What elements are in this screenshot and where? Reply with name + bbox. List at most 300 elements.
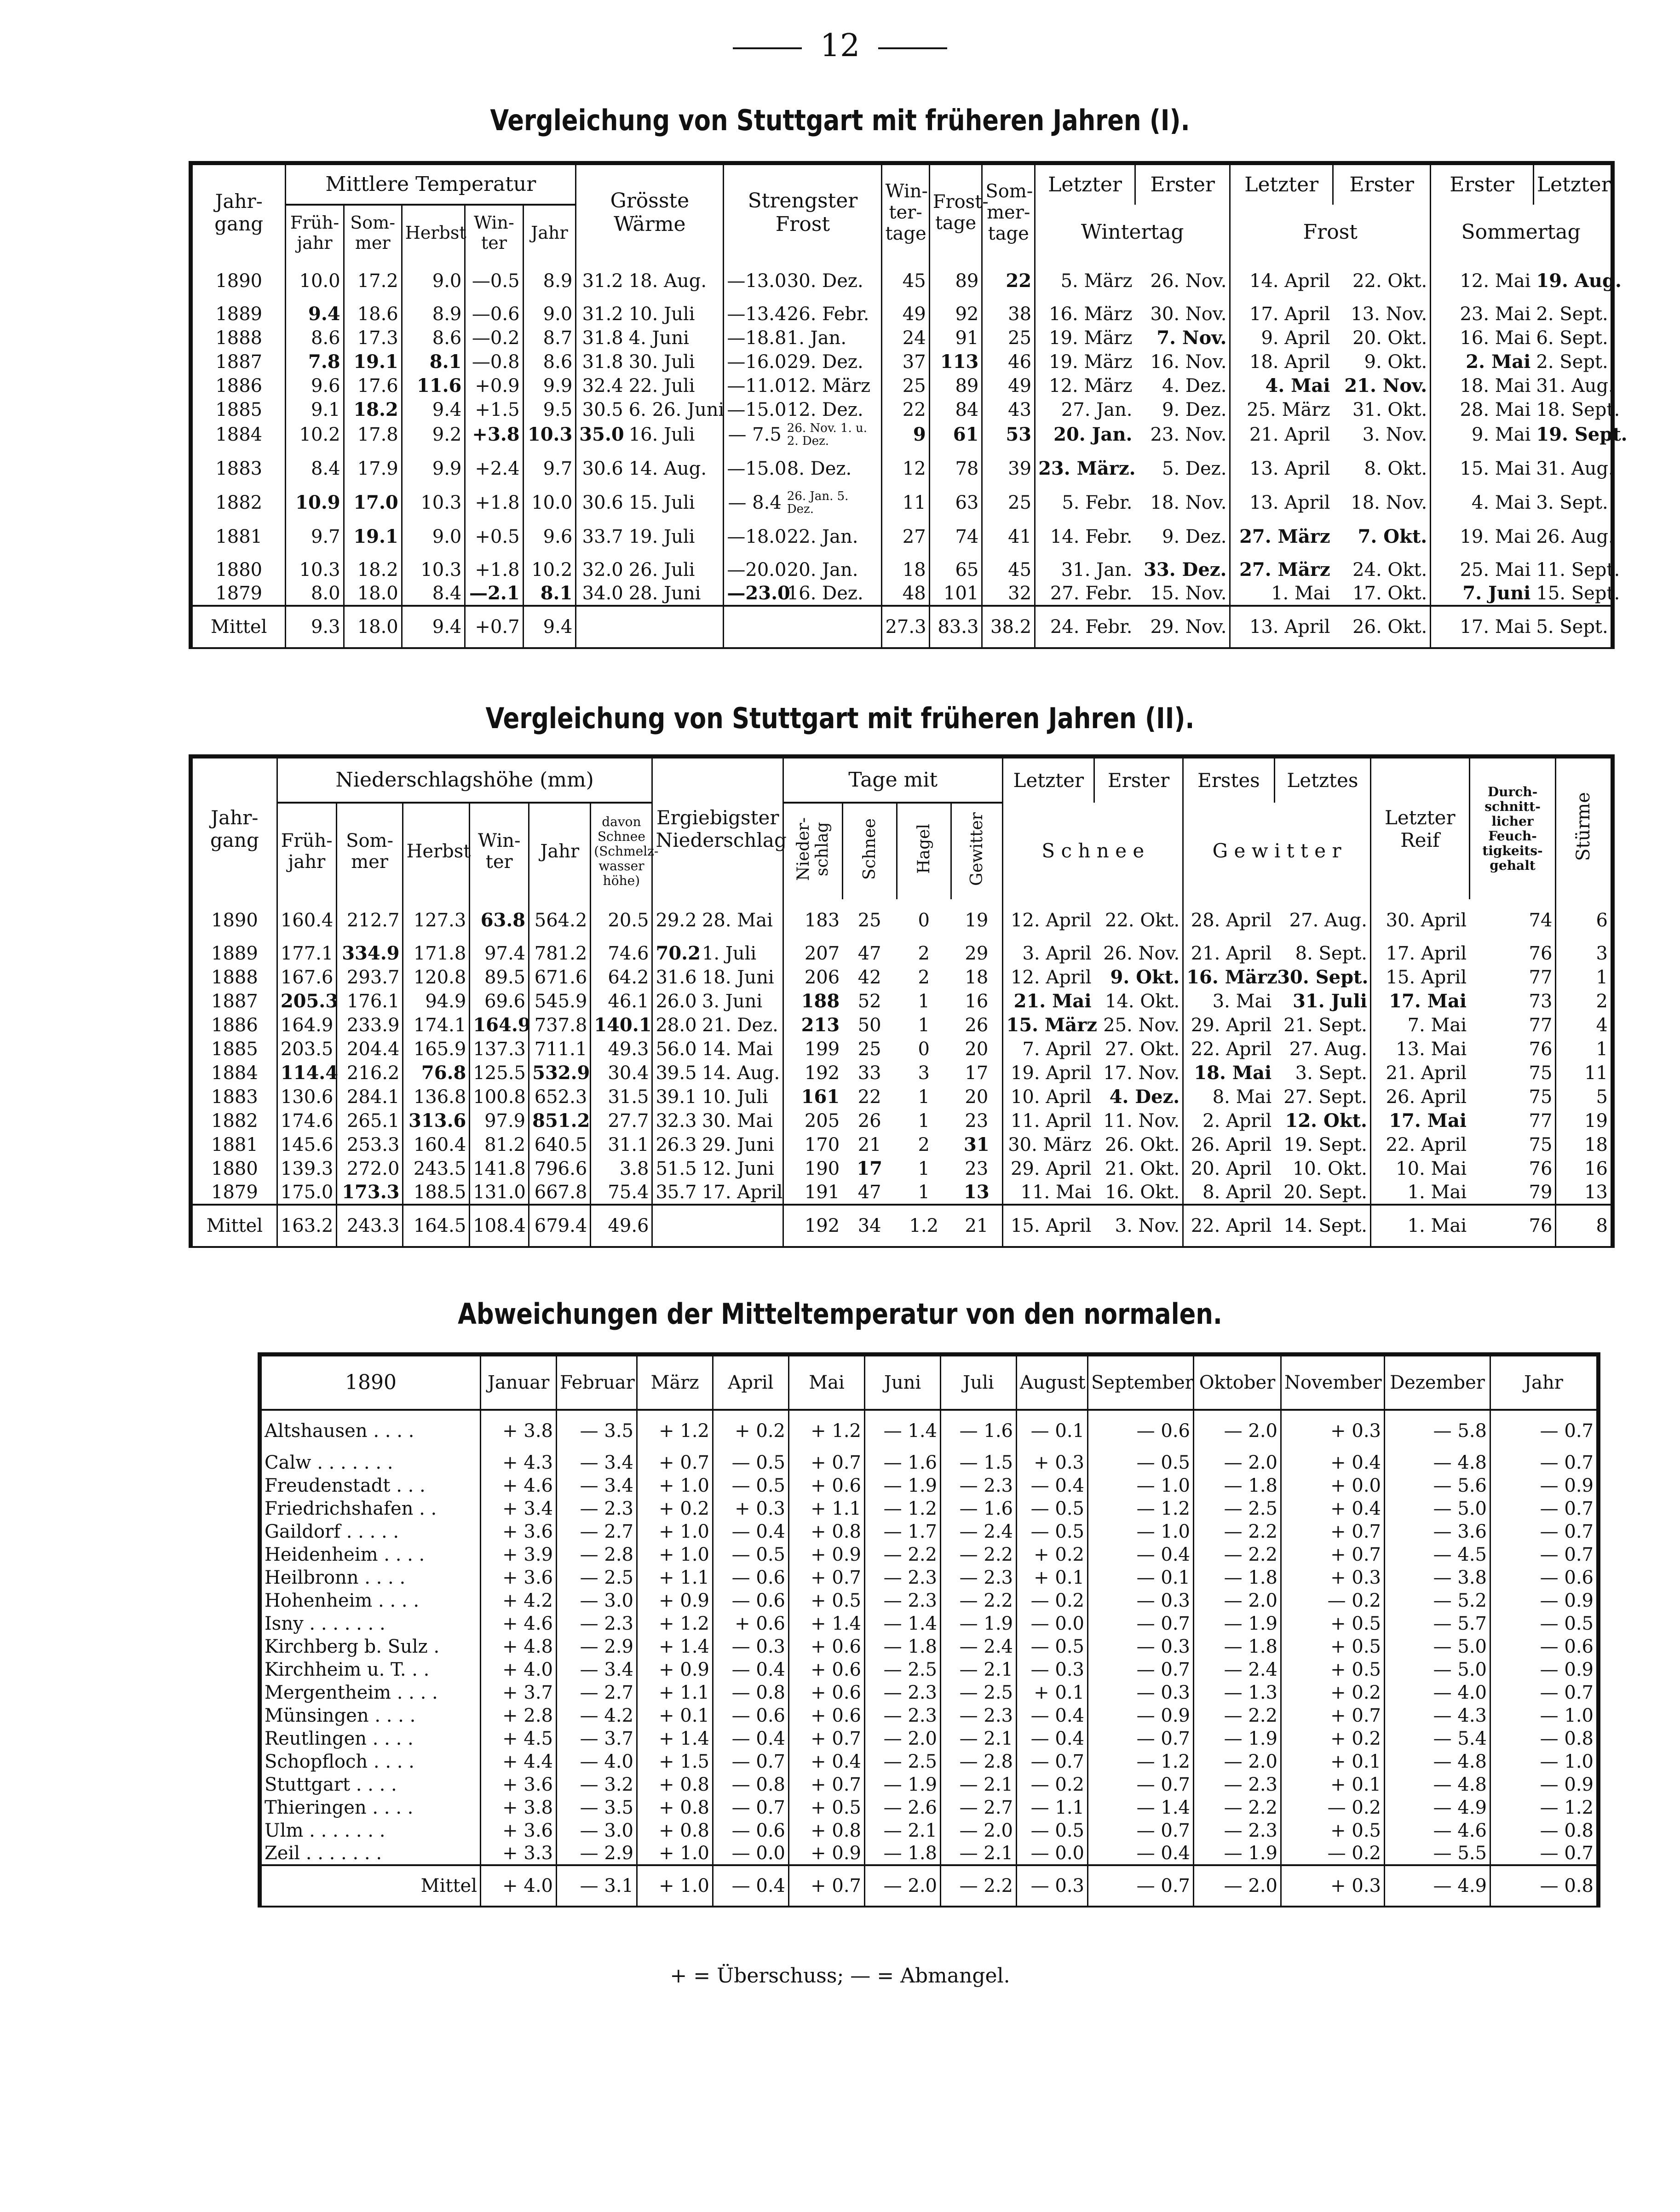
t3-cell: + 3.8 xyxy=(481,1410,557,1451)
t1-cell: 18. Sept. xyxy=(1533,398,1612,422)
t2-cell: 183 xyxy=(804,909,840,931)
t2-cell: 30. April xyxy=(1386,909,1467,931)
t3-cell: — 1.6 xyxy=(941,1497,1017,1520)
t3-cell: — 1.7 xyxy=(865,1520,941,1543)
t3-cell: — 2.7 xyxy=(557,1520,637,1543)
t1-cell: 16. März xyxy=(1049,303,1133,325)
t1-h-wintertag: Wintertag xyxy=(1035,205,1230,260)
t1-cell: +2.4 xyxy=(465,448,523,490)
t1-cell: 11 xyxy=(882,490,929,516)
t1-h-sommer: Som-mer xyxy=(344,205,402,260)
t2-h-niederschlag-label: Nieder-schlag xyxy=(794,817,832,881)
t2-cell: 74.6 xyxy=(591,942,652,965)
t3-cell: — 3.0 xyxy=(557,1589,637,1612)
t3-cell: + 0.8 xyxy=(637,1773,713,1796)
t1-cell: 8.9 xyxy=(402,302,465,326)
t1-cell: 17.2 xyxy=(344,260,402,302)
t1-cell: 45 xyxy=(982,558,1035,582)
t3-cell: + 0.2 xyxy=(1281,1681,1385,1704)
t2-h-davon-schnee: davon Schnee (Schmelz-wasser höhe) xyxy=(591,803,652,899)
t3-cell: — 4.2 xyxy=(557,1704,637,1727)
t2-cell: 272.0 xyxy=(336,1157,403,1181)
t3-row-label: Freudenstadt . . . xyxy=(260,1474,481,1497)
t2-mean-row xyxy=(191,1205,1613,1247)
t3-cell: — 2.5 xyxy=(865,1658,941,1681)
t3-cell: — 0.7 xyxy=(1017,1750,1088,1773)
t3-cell: — 4.6 xyxy=(1385,1819,1490,1842)
t1-cell: 10.2 xyxy=(523,558,576,582)
t3-cell: — 0.4 xyxy=(1017,1727,1088,1750)
t1-h-groesste: Grösste Wärme xyxy=(576,163,724,260)
t3-cell: — 0.4 xyxy=(1017,1704,1088,1727)
t3-cell: — 4.9 xyxy=(1385,1865,1490,1907)
t1-cell: 4. Juni xyxy=(626,326,724,350)
t2-cell: 69.6 xyxy=(470,989,529,1013)
t2-cell: 188 xyxy=(801,990,840,1012)
t3-cell: — 2.5 xyxy=(1194,1497,1281,1520)
t1-cell: 26. Febr. xyxy=(784,302,882,326)
t1-cell: 5. März xyxy=(1060,270,1133,292)
t1-row xyxy=(191,490,1613,516)
t3-cell: + 0.6 xyxy=(789,1635,865,1658)
t1-cell: 30. Juli xyxy=(626,350,724,374)
t1-cell: 38.2 xyxy=(982,606,1035,648)
t2-cell: 640.5 xyxy=(529,1133,591,1157)
t1-row xyxy=(191,558,1613,582)
t3-h-august: August xyxy=(1017,1355,1088,1410)
t1-cell: 89 xyxy=(929,260,982,302)
t2-row xyxy=(191,1061,1613,1085)
t2-row-label: 1890 xyxy=(191,899,277,942)
t2-cell: 679.4 xyxy=(529,1205,591,1247)
t1-cell: +0.5 xyxy=(465,516,523,558)
t3-row xyxy=(260,1681,1599,1704)
t2-cell: 177.1 xyxy=(277,942,336,965)
t3-cell: — 1.4 xyxy=(1088,1796,1194,1819)
t2-cell: 10. Okt. xyxy=(1274,1157,1370,1181)
t2-cell: 20 xyxy=(951,1085,1003,1109)
t3-cell: — 2.4 xyxy=(941,1520,1017,1543)
t2-cell: 212.7 xyxy=(336,899,403,942)
t1-cell: 9. Mai xyxy=(1471,424,1531,445)
t3-cell: + 0.1 xyxy=(1017,1566,1088,1589)
t1-cell: 10.3 xyxy=(286,558,344,582)
t3-cell: + 0.3 xyxy=(1281,1410,1385,1451)
t3-cell: — 4.8 xyxy=(1385,1451,1490,1474)
t3-cell: — 3.7 xyxy=(557,1727,637,1750)
t1-cell: 48 xyxy=(882,582,929,606)
t3-row-label: Reutlingen . . . . xyxy=(260,1727,481,1750)
t1-cell: 33. Dez. xyxy=(1135,558,1230,582)
t3-cell: + 2.8 xyxy=(481,1704,557,1727)
t2-cell: 12. Juni xyxy=(699,1157,783,1181)
t3-cell: — 0.6 xyxy=(1490,1635,1599,1658)
t3-cell: — 2.3 xyxy=(557,1612,637,1635)
t2-cell: 17 xyxy=(951,1061,1003,1085)
table1-title: Vergleichung von Stuttgart mit früheren Jahren (I). xyxy=(490,103,1190,137)
t2-cell: 30. Mai xyxy=(699,1109,783,1133)
t2-cell: 70.2 xyxy=(656,942,701,964)
t3-cell: + 0.3 xyxy=(1281,1566,1385,1589)
t1-h-erster-frost: Erster xyxy=(1333,163,1431,205)
t1-cell: 9.0 xyxy=(523,302,576,326)
t1-cell: 9.4 xyxy=(402,398,465,422)
t1-cell: 61 xyxy=(929,422,982,448)
t1-cell: 16. Juli xyxy=(626,422,724,448)
t2-cell: 7. April xyxy=(1022,1038,1092,1060)
t1-cell: 39 xyxy=(982,448,1035,490)
t3-cell: — 1.0 xyxy=(1490,1704,1599,1727)
t1-cell: 8.6 xyxy=(523,350,576,374)
t2-cell: 16 xyxy=(951,989,1003,1013)
t1-cell: 74 xyxy=(929,516,982,558)
t2-h-hagel-tage xyxy=(897,803,951,899)
t2-cell: 15. April xyxy=(1003,1205,1094,1247)
t1-cell: 18. Nov. xyxy=(1333,490,1431,516)
t2-cell: 49.3 xyxy=(591,1037,652,1061)
t3-cell: — 0.1 xyxy=(1088,1566,1194,1589)
t3-cell: — 3.6 xyxy=(1385,1520,1490,1543)
t3-cell: + 1.0 xyxy=(637,1842,713,1865)
t3-h-september: September xyxy=(1088,1355,1194,1410)
t1-cell: 9.2 xyxy=(402,422,465,448)
t2-cell: 136.8 xyxy=(403,1085,470,1109)
t3-cell: + 0.1 xyxy=(1281,1773,1385,1796)
t2-cell: 851.2 xyxy=(529,1109,591,1133)
t1-cell: 5. Dez. xyxy=(1135,448,1230,490)
t3-row-label: Hohenheim . . . . xyxy=(260,1589,481,1612)
t1-cell: 31. Aug. xyxy=(1533,448,1612,490)
t1-cell: 5. Sept. xyxy=(1533,606,1612,648)
table2-title: Vergleichung von Stuttgart mit früheren Jahren (II). xyxy=(485,701,1195,735)
t2-cell: 164.5 xyxy=(403,1205,470,1247)
t3-cell: — 0.5 xyxy=(1017,1819,1088,1842)
t1-row-label: 1887 xyxy=(191,350,286,374)
t3-cell: — 0.0 xyxy=(1017,1842,1088,1865)
t3-cell: + 0.7 xyxy=(637,1451,713,1474)
t1-cell: 18 xyxy=(882,558,929,582)
t3-cell: — 2.0 xyxy=(865,1727,941,1750)
t3-h-year: 1890 xyxy=(260,1355,481,1410)
t2-cell: 21. Sept. xyxy=(1274,1013,1370,1037)
t3-cell: — 4.8 xyxy=(1385,1773,1490,1796)
t1-cell: 24. Febr. xyxy=(1035,606,1135,648)
t2-cell: 313.6 xyxy=(403,1109,470,1133)
t3-cell: — 0.7 xyxy=(1088,1658,1194,1681)
t3-row-label: Friedrichshafen . . xyxy=(260,1497,481,1520)
t1-cell: 19.1 xyxy=(344,350,402,374)
t3-cell: — 0.7 xyxy=(713,1796,789,1819)
t1-cell: 29. Dez. xyxy=(784,350,882,374)
t2-cell xyxy=(699,1205,783,1247)
t2-cell: 28. Mai xyxy=(699,899,783,942)
t1-cell: 23. Nov. xyxy=(1135,422,1230,448)
t1-cell: 1. Mai xyxy=(1271,582,1330,604)
t1-cell: —13.0 xyxy=(727,270,787,292)
t2-cell: 1 xyxy=(1556,965,1613,989)
t3-cell: + 0.1 xyxy=(1281,1750,1385,1773)
t3-row-label: Mergentheim . . . . xyxy=(260,1681,481,1704)
t1-cell: 8.0 xyxy=(286,582,344,606)
t2-cell: 46.1 xyxy=(591,989,652,1013)
t2-cell: 12. April xyxy=(1010,909,1092,931)
t3-cell: — 0.9 xyxy=(1490,1658,1599,1681)
t3-h-januar: Januar xyxy=(481,1355,557,1410)
t1-cell: 27. Febr. xyxy=(1050,582,1133,604)
t3-cell: — 2.2 xyxy=(1194,1520,1281,1543)
t3-h-maerz: März xyxy=(637,1355,713,1410)
t2-h-letzter-schnee: Letzter xyxy=(1003,757,1094,803)
t1-cell: 30.6 xyxy=(582,492,623,513)
t3-cell: + 0.7 xyxy=(789,1566,865,1589)
t3-cell: + 4.5 xyxy=(481,1727,557,1750)
t3-cell: + 0.2 xyxy=(713,1410,789,1451)
t3-cell: + 4.2 xyxy=(481,1589,557,1612)
t1-cell: 17. April xyxy=(1249,303,1330,325)
t2-cell: 20. April xyxy=(1191,1158,1272,1179)
t3-cell: + 0.7 xyxy=(789,1773,865,1796)
t2-cell xyxy=(652,1205,699,1247)
t2-cell: 10. Juli xyxy=(699,1085,783,1109)
table1-body xyxy=(191,260,1628,648)
t3-cell: — 0.3 xyxy=(713,1635,789,1658)
t1-cell: 22. Okt. xyxy=(1333,260,1431,302)
t2-cell: 564.2 xyxy=(529,899,591,942)
t3-cell: — 1.0 xyxy=(1088,1520,1194,1543)
t1-h-mittlere: Mittlere Temperatur xyxy=(286,163,576,205)
t1-cell: 15. Nov. xyxy=(1135,582,1230,606)
t3-cell: — 0.8 xyxy=(713,1681,789,1704)
t3-row xyxy=(260,1520,1599,1543)
t1-cell: 49 xyxy=(882,302,929,326)
t3-cell: — 2.1 xyxy=(941,1658,1017,1681)
t3-cell: + 0.4 xyxy=(789,1750,865,1773)
t3-cell: — 5.4 xyxy=(1385,1727,1490,1750)
t2-cell: 130.6 xyxy=(277,1085,336,1109)
t2-h-gewitter-tage xyxy=(951,803,1003,899)
t3-row xyxy=(260,1704,1599,1727)
t3-cell: + 3.9 xyxy=(481,1543,557,1566)
t2-cell: 2 xyxy=(918,942,930,964)
t1-cell: 2. Mai xyxy=(1466,351,1531,373)
t3-cell: — 1.9 xyxy=(865,1773,941,1796)
t3-cell: — 2.2 xyxy=(1194,1704,1281,1727)
t3-cell: + 1.1 xyxy=(637,1681,713,1704)
t2-cell: 31. Juli xyxy=(1274,989,1370,1013)
t3-cell: — 2.1 xyxy=(941,1842,1017,1865)
t2-cell: 171.8 xyxy=(403,942,470,965)
t3-cell: — 2.0 xyxy=(1194,1589,1281,1612)
t1-cell: 16. Dez. xyxy=(784,582,882,606)
t1-cell: 32.4 xyxy=(582,375,623,396)
t3-cell: — 2.2 xyxy=(865,1543,941,1566)
t2-row xyxy=(191,942,1613,965)
t2-row-label: 1880 xyxy=(191,1157,277,1181)
t2-cell: 22 xyxy=(857,1086,881,1108)
t2-cell: 334.9 xyxy=(336,942,403,965)
t2-cell: 30. Sept. xyxy=(1274,965,1370,989)
t3-cell: — 2.5 xyxy=(941,1681,1017,1704)
t1-cell: 19. Juli xyxy=(626,516,724,558)
t2-cell: 47 xyxy=(857,1181,881,1203)
t3-cell: — 0.6 xyxy=(713,1566,789,1589)
t2-cell: 2 xyxy=(918,966,930,988)
t1-cell: 2. Sept. xyxy=(1533,302,1612,326)
t3-cell: — 1.8 xyxy=(865,1842,941,1865)
t2-h-schnee-label: Schnee xyxy=(860,818,879,880)
t3-row xyxy=(260,1543,1599,1566)
t3-cell: — 1.5 xyxy=(941,1451,1017,1474)
t2-cell: 39.5 xyxy=(656,1062,697,1084)
t2-row-label: 1885 xyxy=(191,1037,277,1061)
t3-cell: — 0.4 xyxy=(713,1658,789,1681)
t2-cell: 145.6 xyxy=(277,1133,336,1157)
t3-cell: + 0.5 xyxy=(789,1796,865,1819)
t1-cell: 10.2 xyxy=(286,422,344,448)
t3-cell: + 0.0 xyxy=(1281,1474,1385,1497)
t3-cell: — 0.2 xyxy=(1281,1589,1385,1612)
t1-h-letzter-wintertag: Letzter xyxy=(1035,163,1135,205)
t2-cell: 30. März xyxy=(1008,1134,1092,1155)
t3-cell: — 5.0 xyxy=(1385,1658,1490,1681)
t2-row xyxy=(191,1013,1613,1037)
t1-cell: 84 xyxy=(929,398,982,422)
t3-cell: — 0.5 xyxy=(713,1451,789,1474)
t1-cell: 33.7 xyxy=(582,526,623,547)
t3-cell: — 0.9 xyxy=(1490,1589,1599,1612)
t1-cell: 15. Mai xyxy=(1460,458,1531,479)
table3-legend: + = Überschuss; — = Abmangel. xyxy=(670,1964,1010,1988)
t1-cell: 9.6 xyxy=(523,516,576,558)
t3-cell: — 1.9 xyxy=(1194,1612,1281,1635)
t3-cell: — 1.2 xyxy=(865,1497,941,1520)
t1-row-label: Mittel xyxy=(191,606,286,648)
t3-cell: — 2.2 xyxy=(941,1543,1017,1566)
t2-cell: 76 xyxy=(1469,1205,1556,1247)
t2-cell: 190 xyxy=(804,1158,840,1179)
t3-cell: — 0.5 xyxy=(713,1543,789,1566)
t3-cell: — 1.4 xyxy=(865,1612,941,1635)
t3-cell: — 0.6 xyxy=(713,1704,789,1727)
t3-row-label: Gaildorf . . . . . xyxy=(260,1520,481,1543)
t2-cell: 4 xyxy=(1556,1013,1613,1037)
t3-cell: — 0.4 xyxy=(1017,1474,1088,1497)
t1-cell: 19. Aug. xyxy=(1533,260,1612,302)
t2-h-winter: Win-ter xyxy=(470,803,529,899)
t2-cell: 170 xyxy=(804,1134,840,1155)
t3-cell: + 0.5 xyxy=(1281,1658,1385,1681)
t3-cell: — 2.2 xyxy=(941,1589,1017,1612)
t3-row-label: Isny . . . . . . . xyxy=(260,1612,481,1635)
t3-cell: — 0.6 xyxy=(1490,1566,1599,1589)
t2-cell: 161 xyxy=(801,1086,840,1108)
t2-cell: 0 xyxy=(918,909,930,931)
t1-h-jahr: Jahr xyxy=(523,205,576,260)
t3-cell: — 0.8 xyxy=(1490,1819,1599,1842)
t3-cell: + 3.8 xyxy=(481,1796,557,1819)
t2-row xyxy=(191,989,1613,1013)
t1-cell: 9.9 xyxy=(402,448,465,490)
t3-cell: — 0.5 xyxy=(1490,1612,1599,1635)
t2-cell: 26. April xyxy=(1191,1134,1272,1155)
t2-cell: 11 xyxy=(1556,1061,1613,1085)
t2-cell: 29 xyxy=(951,942,1003,965)
t1-mean-row xyxy=(191,606,1613,648)
t3-cell: — 2.0 xyxy=(1194,1750,1281,1773)
t3-cell: — 1.8 xyxy=(1194,1635,1281,1658)
t3-h-april: April xyxy=(713,1355,789,1410)
t1-cell: +0.9 xyxy=(465,374,523,398)
table2-precipitation xyxy=(189,754,1615,1248)
t2-cell: 31 xyxy=(951,1133,1003,1157)
t1-cell: 63 xyxy=(929,490,982,516)
t1-cell: 7. Juni xyxy=(1462,582,1531,604)
t2-cell: 137.3 xyxy=(470,1037,529,1061)
t1-cell: 9.4 xyxy=(402,606,465,648)
t3-cell: — 0.8 xyxy=(1490,1727,1599,1750)
t2-cell: 21. April xyxy=(1386,1062,1467,1084)
t1-cell: 5. Febr. xyxy=(1062,492,1133,513)
t2-cell: 1 xyxy=(1556,1037,1613,1061)
t2-cell: 18 xyxy=(951,965,1003,989)
t3-cell: + 0.7 xyxy=(1281,1704,1385,1727)
t3-row-label: Kirchberg b. Sulz . xyxy=(260,1635,481,1658)
t1-cell: 38 xyxy=(982,302,1035,326)
t1-cell: 9.0 xyxy=(402,260,465,302)
t2-cell: 73 xyxy=(1469,989,1556,1013)
t2-h-erster-schnee: Erster xyxy=(1094,757,1183,803)
t3-cell: — 0.6 xyxy=(713,1589,789,1612)
t3-cell: — 3.2 xyxy=(557,1773,637,1796)
t3-cell: — 0.7 xyxy=(1490,1520,1599,1543)
t1-row xyxy=(191,326,1613,350)
t2-cell: 711.1 xyxy=(529,1037,591,1061)
t1-cell: 22. Juli xyxy=(626,374,724,398)
t1-cell: 24 xyxy=(882,326,929,350)
t3-mean-row xyxy=(260,1865,1599,1907)
t3-row xyxy=(260,1410,1599,1451)
t3-h-november: November xyxy=(1281,1355,1385,1410)
t2-h-stuerme-label: Stürme xyxy=(1573,792,1594,861)
t3-cell: — 1.2 xyxy=(1088,1750,1194,1773)
t2-cell: 139.3 xyxy=(277,1157,336,1181)
t1-cell: +0.7 xyxy=(465,606,523,648)
t2-cell: 75.4 xyxy=(591,1181,652,1205)
t1-cell: 31.8 xyxy=(582,351,623,373)
t3-row xyxy=(260,1796,1599,1819)
t1-h-strengster: Strengster Frost xyxy=(724,163,882,260)
t2-cell: 26. April xyxy=(1386,1086,1467,1108)
t3-cell: — 2.7 xyxy=(557,1681,637,1704)
t3-row-label: Stuttgart . . . . xyxy=(260,1773,481,1796)
t1-cell: 6. Sept. xyxy=(1533,326,1612,350)
t1-cell: 41 xyxy=(982,516,1035,558)
t1-cell: 43 xyxy=(982,398,1035,422)
t2-cell: 1.2 xyxy=(897,1205,951,1247)
t2-h-letzter-reif: Letzter Reif xyxy=(1370,757,1469,899)
table3-title: Abweichungen der Mitteltemperatur von den normalen. xyxy=(458,1297,1222,1331)
t3-row xyxy=(260,1819,1599,1842)
t3-cell: + 0.7 xyxy=(1281,1520,1385,1543)
t1-cell xyxy=(784,606,882,648)
t1-h-sommertag: Sommertag xyxy=(1431,205,1613,260)
t2-cell: 18. Mai xyxy=(1194,1062,1272,1084)
t3-cell: + 1.0 xyxy=(637,1474,713,1497)
t2-cell: 114.4 xyxy=(277,1061,336,1085)
t3-cell: + 0.3 xyxy=(1017,1451,1088,1474)
t1-h-letzter-frost: Letzter xyxy=(1230,163,1333,205)
t1-cell: 9.5 xyxy=(523,398,576,422)
